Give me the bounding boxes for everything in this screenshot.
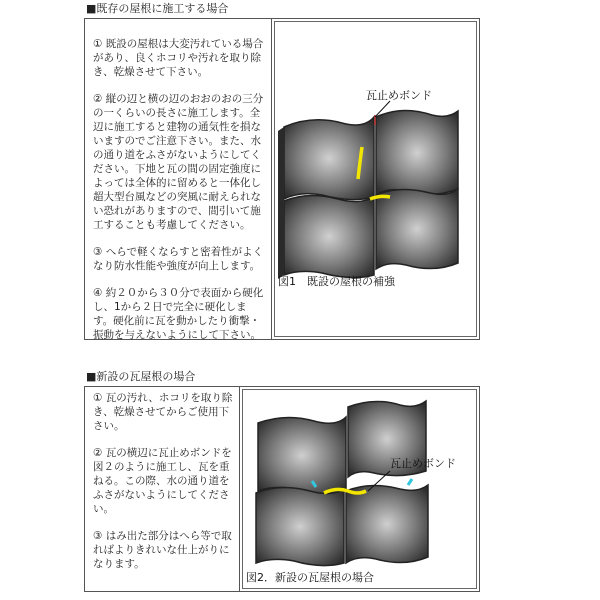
figure1-illustration [272, 19, 479, 339]
figure1-caption: 図1 既設の屋根の補強 [278, 275, 395, 288]
section1-figure [272, 19, 479, 339]
section2-text [85, 387, 240, 591]
figure2-illustration [240, 387, 479, 591]
section1-paragraph-4: ④ 約２０から３０分で表面から硬化し、1から２日で完全に硬化します。硬化前に瓦を動かしたり衝撃・振動を与えないようにして下さい。 [93, 287, 264, 341]
section2-paragraph-2: ② 瓦の横辺に瓦止めボンドを図２のように施工し、瓦を重ねる。この際、水の通り道をふさがないようにしてください。 [93, 447, 232, 515]
figure2-caption: 図2．新設の瓦屋根の場合 [246, 571, 374, 584]
section2-panel [84, 386, 480, 592]
section1-panel [84, 18, 480, 340]
section2-figure [240, 387, 479, 591]
section1-heading: ■既存の屋根に施工する場合 [86, 2, 229, 15]
figure2-label: 瓦止めボンド [390, 457, 456, 470]
section1-paragraph-3: ③ へらで軽くならすと密着性がよくなり防水性能や強度が向上します。 [93, 246, 264, 272]
section2-paragraph-3: ③ はみ出た部分はへら等で取ればよりきれいな仕上がりになります。 [93, 530, 232, 570]
figure2-bond-right [408, 479, 412, 485]
section2-paragraph-1: ① 瓦の汚れ、ホコリを取り除き、乾燥させてからご使用下さい。 [93, 392, 233, 432]
section1-text [85, 19, 272, 339]
section1-paragraph-1: ① 既設の屋根は大変汚れている場合があり、良くホコリや汚れを取り除き、乾燥させて下さい。 [93, 38, 264, 78]
section2-heading: ■新設の瓦屋根の場合 [86, 370, 196, 383]
figure1-label: 瓦止めボンド [366, 89, 432, 102]
figure1-tiles [278, 110, 458, 279]
figure2-tiles [256, 401, 428, 566]
section1-paragraph-2: ② 縦の辺と横の辺のおおのおの三分の一くらいの長さに施工します。全辺に施工すると建物の通気性を損ないますのでご注意下さい。また、水の通り道をふさがないようにしてください。下地と瓦の間の固定強度によっては全体的に留めると一体化し超大型台風などの突風に耐えられない恐れがありますので、間引いて施工することも考慮してください。 [93, 93, 264, 231]
